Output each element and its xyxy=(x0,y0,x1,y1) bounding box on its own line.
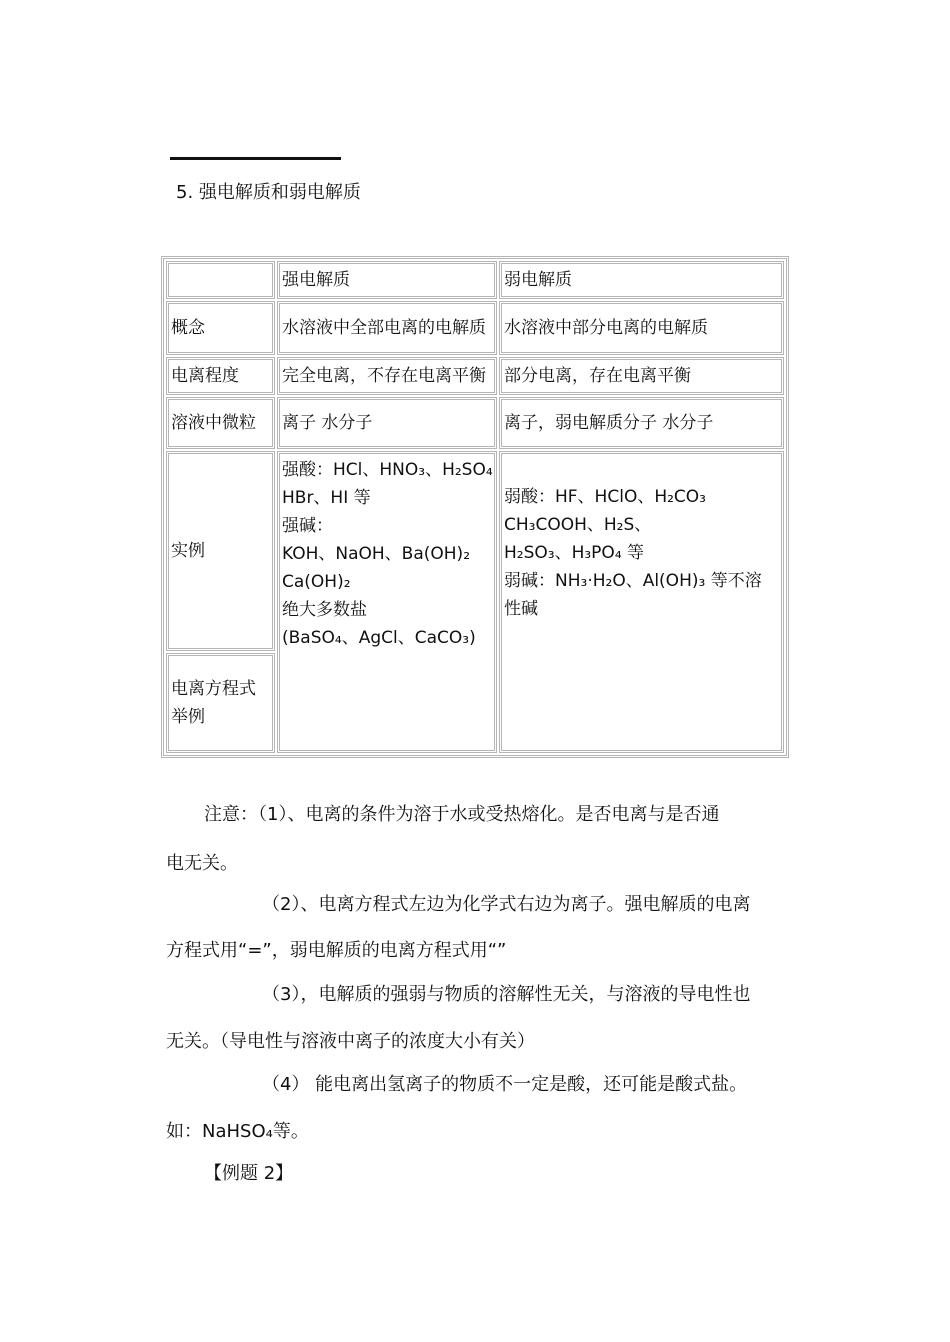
strong-example-line: Ca(OH)₂ xyxy=(282,572,351,592)
note-3-line-2: 无关。（导电性与溶液中离子的浓度大小有关） xyxy=(166,1031,535,1052)
table-row-examples xyxy=(166,451,784,651)
strong-cell: 离子 水分子 xyxy=(277,397,497,449)
weak-example-line: 性碱 xyxy=(504,599,538,619)
row-label-equations: 电离方程式举例 xyxy=(166,653,275,753)
strong-example-line: HBr、HI 等 xyxy=(282,488,371,508)
header-cell-blank xyxy=(166,261,275,299)
weak-example-line: 弱酸：HF、HClO、H₂CO₃ xyxy=(504,487,706,507)
note-4-line-1: （4） 能电离出氢离子的物质不一定是酸，还可能是酸式盐。 xyxy=(262,1074,748,1095)
header-cell-weak: 弱电解质 xyxy=(499,261,784,299)
note-2-line-2: 方程式用“=”，弱电解质的电离方程式用“” xyxy=(166,940,507,961)
weak-cell: 离子，弱电解质分子 水分子 xyxy=(499,397,784,449)
table-row xyxy=(166,397,784,449)
weak-cell: 水溶液中部分电离的电解质 xyxy=(499,301,784,355)
row-label: 概念 xyxy=(166,301,275,355)
table-row xyxy=(166,357,784,395)
strong-example-line: 强酸：HCl、HNO₃、H₂SO₄ xyxy=(282,460,493,480)
table-row xyxy=(166,301,784,355)
strong-cell: 完全电离，不存在电离平衡 xyxy=(277,357,497,395)
separator-rule xyxy=(170,157,341,160)
note-3-line-1: （3），电解质的强弱与物质的溶解性无关，与溶液的导电性也 xyxy=(262,984,751,1005)
weak-example-line: H₂SO₃、H₃PO₄ 等 xyxy=(504,543,645,563)
electrolyte-comparison-table xyxy=(161,256,789,758)
header-cell-strong: 强电解质 xyxy=(277,261,497,299)
weak-example-line: CH₃COOH、H₂S、 xyxy=(504,515,652,535)
strong-example-line: 绝大多数盐 xyxy=(282,600,367,620)
weak-examples-cell xyxy=(499,451,784,753)
strong-examples-cell xyxy=(277,451,497,753)
strong-example-line: 强碱： xyxy=(282,516,333,536)
strong-example-line: (BaSO₄、AgCl、CaCO₃) xyxy=(282,628,476,648)
strong-example-line: KOH、NaOH、Ba(OH)₂ xyxy=(282,544,471,564)
note-1-line-2: 电无关。 xyxy=(166,853,238,874)
example-heading: 【例题 2】 xyxy=(204,1163,294,1184)
weak-cell: 部分电离，存在电离平衡 xyxy=(499,357,784,395)
section-heading: 5. 强电解质和弱电解质 xyxy=(176,182,361,203)
row-label: 溶液中微粒 xyxy=(166,397,275,449)
table-header-row xyxy=(166,261,784,299)
note-4-line-2: 如：NaHSO₄等。 xyxy=(166,1121,309,1142)
note-1-line-1: 注意：（1）、电离的条件为溶于水或受热熔化。是否电离与是否通 xyxy=(204,804,720,825)
weak-example-line: 弱碱：NH₃·H₂O、Al(OH)₃ 等不溶 xyxy=(504,571,762,591)
strong-cell: 水溶液中全部电离的电解质 xyxy=(277,301,497,355)
row-label-examples: 实例 xyxy=(166,451,275,651)
row-label: 电离程度 xyxy=(166,357,275,395)
note-2-line-1: （2）、电离方程式左边为化学式右边为离子。强电解质的电离 xyxy=(262,894,751,915)
